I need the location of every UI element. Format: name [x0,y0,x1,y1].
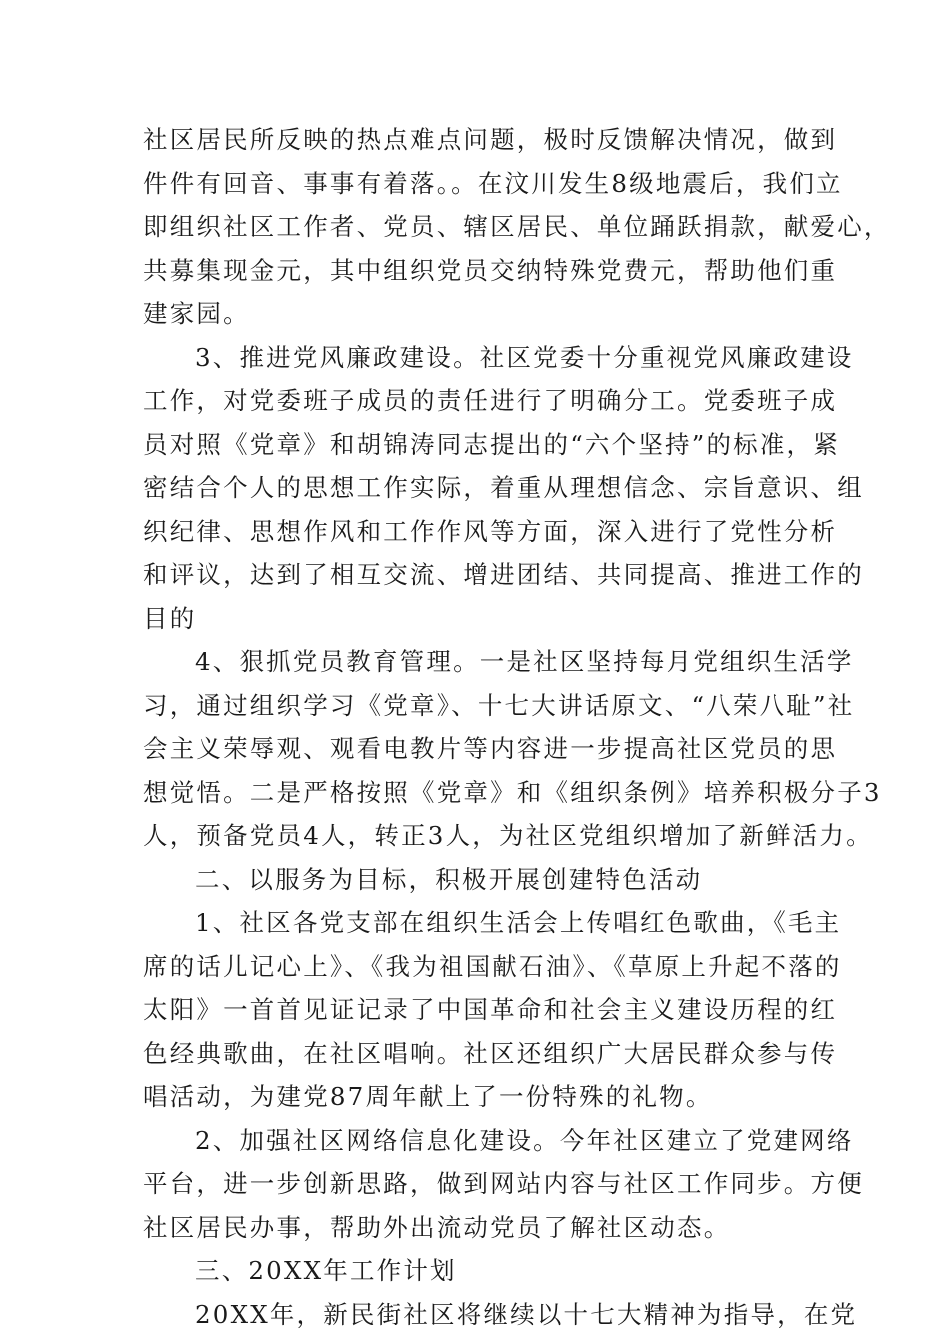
text-line-10: 织纪律、思想作风和工作作风等方面，深入进行了党性分析 [143,516,838,546]
text-line-4: 共募集现金元，其中组织党员交纳特殊党费元，帮助他们重 [143,255,838,285]
text-line-1: 社区居民所反映的热点难点问题，极时反馈解决情况，做到 [143,125,838,154]
section-3-first-line: 20XX年，新民街社区将继续以十七大精神为指导，在党 [195,1299,858,1329]
section-3-heading: 三、20XX年工作计划 [195,1256,457,1285]
paragraph-4-heading-line: 4、狠抓党员教育管理。一是社区坚持每月党组织生活学 [195,647,854,676]
text-line-20: 席的话儿记心上》、《我为祖国献石油》、《草原上升起不落的 [143,951,842,981]
text-line-3: 即组织社区工作者、党员、辖区居民、单位踊跃捐款，献爱心， [143,212,891,241]
text-line-16: 想觉悟。二是严格按照《党章》和《组织条例》培养积极分子3 [143,777,882,807]
paragraph-3-heading-line: 3、推进党风廉政建设。社区党委十分重视党风廉政建设 [195,342,854,372]
text-line-26: 社区居民办事，帮助外出流动党员了解社区动态。 [143,1212,731,1242]
text-line-25: 平台，进一步创新思路，做到网站内容与社区工作同步。方便 [143,1169,864,1198]
text-line-2: 件件有回音、事事有着落。。在汶川发生8级地震后，我们立 [143,168,843,198]
text-line-15: 会主义荣辱观、观看电教片等内容进一步提高社区党员的思 [143,734,838,763]
section-2-item-1-line: 1、社区各党支部在组织生活会上传唱红色歌曲，《毛主 [195,908,842,937]
text-line-22: 色经典歌曲，在社区唱响。社区还组织广大居民群众参与传 [143,1038,838,1068]
text-line-14: 习，通过组织学习《党章》、十七大讲话原文、“八荣八耻”社 [143,690,855,720]
section-2-heading: 二、以服务为目标，积极开展创建特色活动 [195,864,703,894]
document-body [143,118,891,1336]
text-line-9: 密结合个人的思想工作实际，着重从理想信念、宗旨意识、组 [143,473,864,502]
text-line-5: 建家园。 [143,299,250,328]
section-2-item-2-line: 2、加强社区网络信息化建设。今年社区建立了党建网络 [195,1125,854,1155]
text-line-17: 人，预备党员4人，转正3人，为社区党组织增加了新鲜活力。 [143,821,873,850]
text-line-8: 员对照《党章》和胡锦涛同志提出的“六个坚持”的标准，紧 [143,429,840,459]
text-line-21: 太阳》一首首见证记录了中国革命和社会主义建设历程的红 [143,995,838,1024]
text-line-12: 目的 [143,603,197,633]
text-line-7: 工作，对党委班子成员的责任进行了明确分工。党委班子成 [143,386,838,415]
text-line-11: 和评议，达到了相互交流、增进团结、共同提高、推进工作的 [143,560,864,589]
text-line-23: 唱活动，为建党87周年献上了一份特殊的礼物。 [143,1082,713,1111]
